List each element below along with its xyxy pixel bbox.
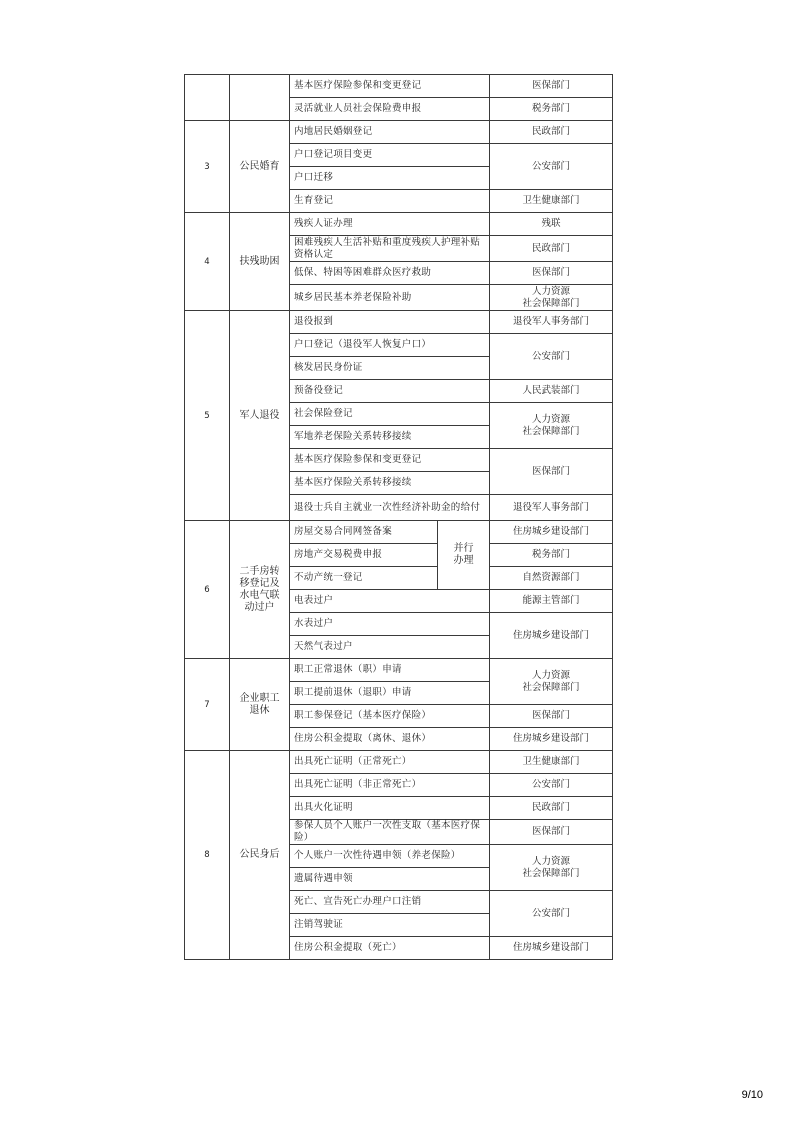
- item-cell: 基本医疗保险关系转移接续: [290, 472, 490, 495]
- dept-cell: 退役军人事务部门: [490, 495, 613, 521]
- dept-cell: 税务部门: [490, 98, 613, 121]
- group-number-cell: [185, 75, 230, 121]
- item-cell: 住房公积金提取（离休、退休）: [290, 728, 490, 751]
- dept-cell: 公安部门: [490, 774, 613, 797]
- item-cell: 生育登记: [290, 190, 490, 213]
- item-cell: 职工提前退休（退职）申请: [290, 682, 490, 705]
- item-cell: 退役报到: [290, 311, 490, 334]
- dept-cell: 卫生健康部门: [490, 751, 613, 774]
- table-row: [185, 751, 613, 774]
- item-cell: 天然气表过户: [290, 636, 490, 659]
- dept-cell: 人力资源 社会保障部门: [490, 845, 613, 891]
- dept-cell: 公安部门: [490, 144, 613, 190]
- item-cell: 基本医疗保险参保和变更登记: [290, 449, 490, 472]
- item-cell: 残疾人证办理: [290, 213, 490, 236]
- item-cell: 住房公积金提取（死亡）: [290, 937, 490, 960]
- table-row: [185, 213, 613, 236]
- group-name: 扶残助困: [230, 213, 290, 311]
- item-cell: 出具火化证明: [290, 797, 490, 820]
- item-cell: 户口迁移: [290, 167, 490, 190]
- group-number: 8: [185, 751, 230, 960]
- group-number: 4: [185, 213, 230, 311]
- item-cell: 参保人员个人账户一次性支取（基本医疗保险）: [290, 820, 490, 845]
- item-cell: 不动产统一登记: [290, 567, 438, 590]
- dept-cell: 医保部门: [490, 449, 613, 495]
- parallel-processing-label: 并行 办理: [438, 521, 490, 590]
- group-number: 3: [185, 121, 230, 213]
- item-cell: 出具死亡证明（非正常死亡）: [290, 774, 490, 797]
- group-number: 7: [185, 659, 230, 751]
- item-cell: 遗属待遇申领: [290, 868, 490, 891]
- dept-cell: 民政部门: [490, 121, 613, 144]
- dept-cell: 医保部门: [490, 820, 613, 845]
- dept-cell: 人力资源 社会保障部门: [490, 659, 613, 705]
- dept-cell: 人民武装部门: [490, 380, 613, 403]
- item-cell: 职工正常退休（职）申请: [290, 659, 490, 682]
- dept-cell: 住房城乡建设部门: [490, 728, 613, 751]
- page-number: 9/10: [741, 1089, 763, 1101]
- group-number: 5: [185, 311, 230, 521]
- item-cell: 职工参保登记（基本医疗保险）: [290, 705, 490, 728]
- item-cell: 水表过户: [290, 613, 490, 636]
- item-cell: 低保、特困等困难群众医疗救助: [290, 262, 490, 285]
- dept-cell: 医保部门: [490, 262, 613, 285]
- dept-cell: 住房城乡建设部门: [490, 937, 613, 960]
- dept-cell: 税务部门: [490, 544, 613, 567]
- dept-cell: 民政部门: [490, 797, 613, 820]
- dept-cell: 人力资源 社会保障部门: [490, 403, 613, 449]
- item-cell: 房屋交易合同网签备案: [290, 521, 438, 544]
- dept-cell: 自然资源部门: [490, 567, 613, 590]
- table-row: [185, 311, 613, 334]
- table-row: [185, 75, 613, 98]
- group-name: 公民婚育: [230, 121, 290, 213]
- item-cell: 出具死亡证明（正常死亡）: [290, 751, 490, 774]
- dept-cell: 住房城乡建设部门: [490, 613, 613, 659]
- item-cell: 预备役登记: [290, 380, 490, 403]
- group-name-cell: [230, 75, 290, 121]
- dept-cell: 医保部门: [490, 75, 613, 98]
- dept-cell: 住房城乡建设部门: [490, 521, 613, 544]
- dept-cell: 卫生健康部门: [490, 190, 613, 213]
- item-cell: 困难残疾人生活补贴和重度残疾人护理补贴资格认定: [290, 236, 490, 262]
- item-cell: 城乡居民基本养老保险补助: [290, 285, 490, 311]
- item-cell: 注销驾驶证: [290, 914, 490, 937]
- item-cell: 核发居民身份证: [290, 357, 490, 380]
- item-cell: 房地产交易税费申报: [290, 544, 438, 567]
- item-cell: 基本医疗保险参保和变更登记: [290, 75, 490, 98]
- table-row: [185, 659, 613, 682]
- table-row: [185, 121, 613, 144]
- group-name: 企业职工 退休: [230, 659, 290, 751]
- item-cell: 灵活就业人员社会保险费申报: [290, 98, 490, 121]
- dept-cell: 民政部门: [490, 236, 613, 262]
- group-number: 6: [185, 521, 230, 659]
- dept-cell: 公安部门: [490, 334, 613, 380]
- dept-cell: 医保部门: [490, 705, 613, 728]
- item-cell: 社会保险登记: [290, 403, 490, 426]
- item-cell: 户口登记（退役军人恢复户口）: [290, 334, 490, 357]
- item-cell: 军地养老保险关系转移接续: [290, 426, 490, 449]
- item-cell: 个人账户一次性待遇申领（养老保险）: [290, 845, 490, 868]
- item-cell: 内地居民婚姻登记: [290, 121, 490, 144]
- dept-cell: 人力资源 社会保障部门: [490, 285, 613, 311]
- dept-cell: 残联: [490, 213, 613, 236]
- item-cell: 户口登记项目变更: [290, 144, 490, 167]
- item-cell: 死亡、宣告死亡办理户口注销: [290, 891, 490, 914]
- dept-cell: 能源主管部门: [490, 590, 613, 613]
- dept-cell: 公安部门: [490, 891, 613, 937]
- item-cell: 电表过户: [290, 590, 490, 613]
- item-cell: 退役士兵自主就业一次性经济补助金的给付: [290, 495, 490, 521]
- table-row: [185, 521, 613, 544]
- dept-cell: 退役军人事务部门: [490, 311, 613, 334]
- group-name: 二手房转 移登记及 水电气联 动过户: [230, 521, 290, 659]
- group-name: 公民身后: [230, 751, 290, 960]
- service-table: [184, 74, 613, 960]
- group-name: 军人退役: [230, 311, 290, 521]
